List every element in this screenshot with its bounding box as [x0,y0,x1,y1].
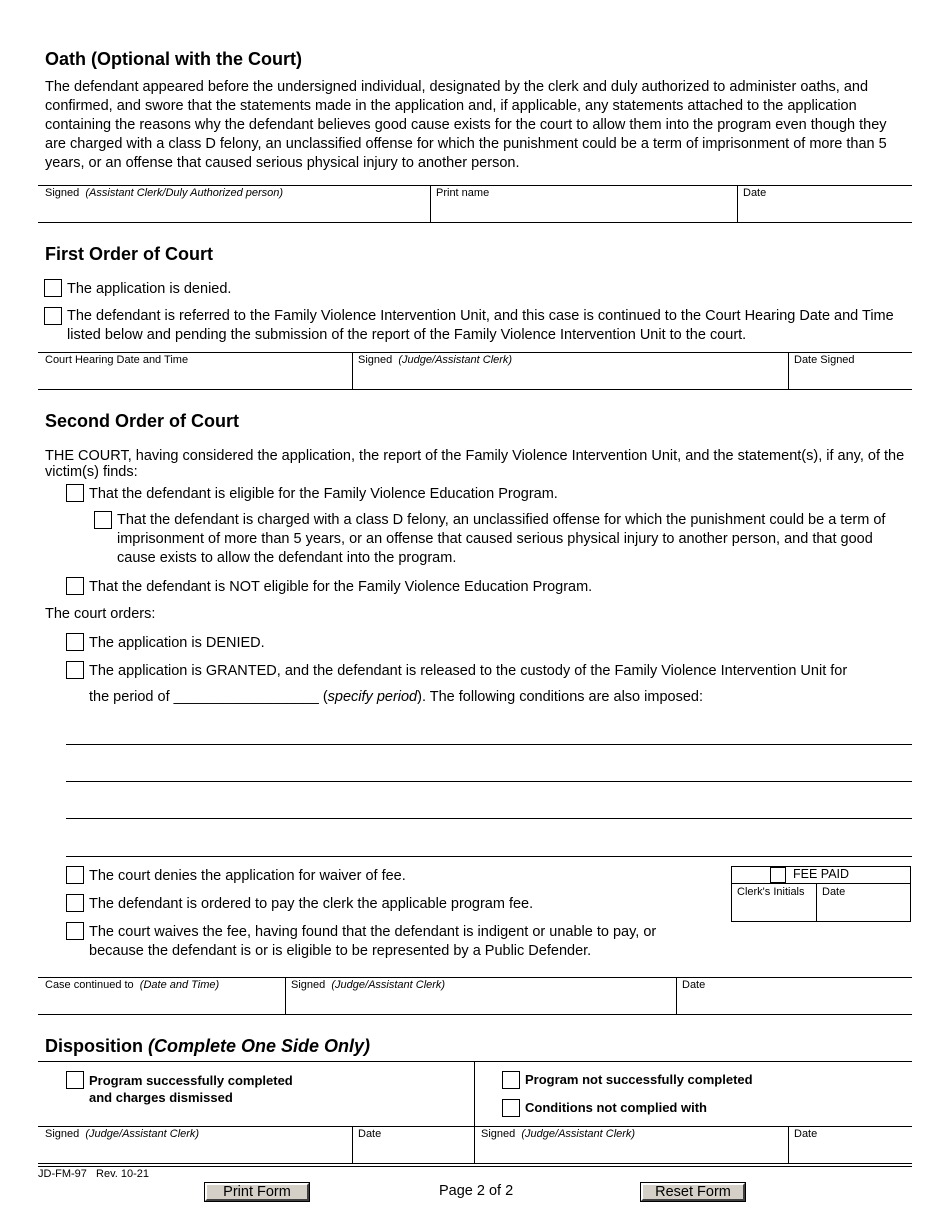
first-order-sign-top-line [38,352,912,353]
fee-waived-checkbox[interactable] [66,922,84,940]
completed-label: Program successfully completed and charges dismissed [89,1073,293,1105]
oath-signed-field[interactable]: Signed (Assistant Clerk/Duly Authorized person) [45,187,284,199]
fee-paid-label: FEE PAID [793,867,850,881]
hearing-date-field[interactable]: Court Hearing Date and Time [45,354,189,366]
finding-eligible-label: That the defendant is eligible for the Family Violence Education Program. [89,486,558,502]
application-denied-checkbox[interactable] [44,279,62,297]
divider [816,883,817,922]
continued-top-line [38,977,912,978]
not-completed-checkbox[interactable] [502,1071,520,1089]
orders-label: The court orders: [45,606,156,622]
oath-body: The defendant appeared before the undersigned individual, designated by the clerk and duly authorized to administer oaths, and confirmed, and swore that the statements made in the application and, if applicable, any statements attached to the application containing the reasons why the defendant believes good cause exists for the court to allow them into the program even though they are charged with a class D felony, an unclassified offense for which the punishment could be a term of imprisonment of more than 5 years, or an offense that caused serious physical injury to another person. [45,79,887,171]
divider [731,883,911,884]
first-order-sign-bottom-line [38,389,912,390]
disposition-left-date-field[interactable]: Date [358,1128,382,1140]
fee-ordered-checkbox[interactable] [66,894,84,912]
period-line: the period of __________________ (specify period). The following conditions are also imposed: [89,689,703,705]
second-order-signed-field[interactable]: Signed (Judge/Assistant Clerk) [291,979,446,991]
form-id: JD-FM-97 Rev. 10-21 [38,1168,150,1180]
divider [788,353,789,389]
print-form-button[interactable]: Print Form [205,1183,309,1201]
specify-period-input[interactable] [180,688,336,708]
conditions-line[interactable] [66,818,912,819]
fee-ordered-label: The defendant is ordered to pay the clerk the applicable program fee. [89,896,534,912]
oath-sign-top-line [38,185,912,186]
divider [737,186,738,222]
second-order-title: Second Order of Court [45,411,240,431]
order-denied-label: The application is DENIED. [89,635,265,651]
continued-bottom-line [38,1014,912,1015]
disposition-bottom-line [38,1166,912,1167]
conditions-line[interactable] [66,781,912,782]
divider [788,1126,789,1164]
disposition-right-date-field[interactable]: Date [794,1128,818,1140]
fee-denied-label: The court denies the application for waiver of fee. [89,868,406,884]
completed-checkbox[interactable] [66,1071,84,1089]
fee-date-field[interactable]: Date [822,886,846,898]
clerks-initials-field[interactable]: Clerk's Initials [737,886,805,898]
oath-title: Oath (Optional with the Court) [45,49,302,69]
reset-form-button[interactable]: Reset Form [641,1183,745,1201]
conditions-not-met-label: Conditions not complied with [525,1100,707,1115]
second-order-date-field[interactable]: Date [682,979,706,991]
oath-sign-bottom-line [38,222,912,223]
finding-eligible-checkbox[interactable] [66,484,84,502]
divider [285,977,286,1014]
disposition-top-line [38,1061,912,1062]
order-granted-label: The application is GRANTED, and the defendant is released to the custody of the Family Violence Intervention Unit for [89,663,848,679]
conditions-line[interactable] [66,856,912,857]
finding-not-eligible-label: That the defendant is NOT eligible for the Family Violence Education Program. [89,579,593,595]
order-denied-checkbox[interactable] [66,633,84,651]
referred-checkbox[interactable] [44,307,62,325]
divider [430,186,431,222]
referred-label: The defendant is referred to the Family Violence Intervention Unit, and this case is continued to the Court Hearing Date and Time listed below and pending the submission of the report of the Family Violence Intervention Unit to the court. [67,308,894,343]
divider [676,977,677,1014]
first-order-signed-field[interactable]: Signed (Judge/Assistant Clerk) [358,354,513,366]
first-order-title: First Order of Court [45,244,214,264]
disposition-title: Disposition (Complete One Side Only) [45,1036,371,1056]
finding-class-d-checkbox[interactable] [94,511,112,529]
fee-waived-label: The court waives the fee, having found that the defendant is indigent or unable to pay, or because the defendant is or is eligible to be represented by a Public Defender. [89,924,657,959]
disposition-right-signed-field[interactable]: Signed (Judge/Assistant Clerk) [481,1128,636,1140]
finding-not-eligible-checkbox[interactable] [66,577,84,595]
first-order-date-signed-field[interactable]: Date Signed [794,354,855,366]
disposition-sign-top-line [38,1126,912,1127]
divider [352,1126,353,1164]
finding-class-d-label: That the defendant is charged with a class D felony, an unclassified offense for which the punishment could be a term of imprisonment of more than 5 years, or an offense that caused serious physical injury to another person, and that good cause exists to allow the defendant into the program. [117,512,886,566]
order-granted-checkbox[interactable] [66,661,84,679]
divider [474,1062,475,1164]
fee-denied-checkbox[interactable] [66,866,84,884]
disposition-bottom-line [38,1163,912,1164]
case-continued-field[interactable]: Case continued to (Date and Time) [45,979,220,991]
divider [352,353,353,389]
page-number: Page 2 of 2 [439,1183,514,1199]
conditions-line[interactable] [66,744,912,745]
fee-paid-checkbox[interactable] [770,867,786,883]
disposition-left-signed-field[interactable]: Signed (Judge/Assistant Clerk) [45,1128,200,1140]
second-order-intro: THE COURT, having considered the application, the report of the Family Violence Intervention Unit, and the statement(s), if any, of the victim(s) finds: [45,448,905,480]
oath-print-name-field[interactable]: Print name [436,187,490,199]
application-denied-label: The application is denied. [67,281,232,297]
oath-date-field[interactable]: Date [743,187,767,199]
not-completed-label: Program not successfully completed [525,1072,753,1087]
conditions-not-met-checkbox[interactable] [502,1099,520,1117]
